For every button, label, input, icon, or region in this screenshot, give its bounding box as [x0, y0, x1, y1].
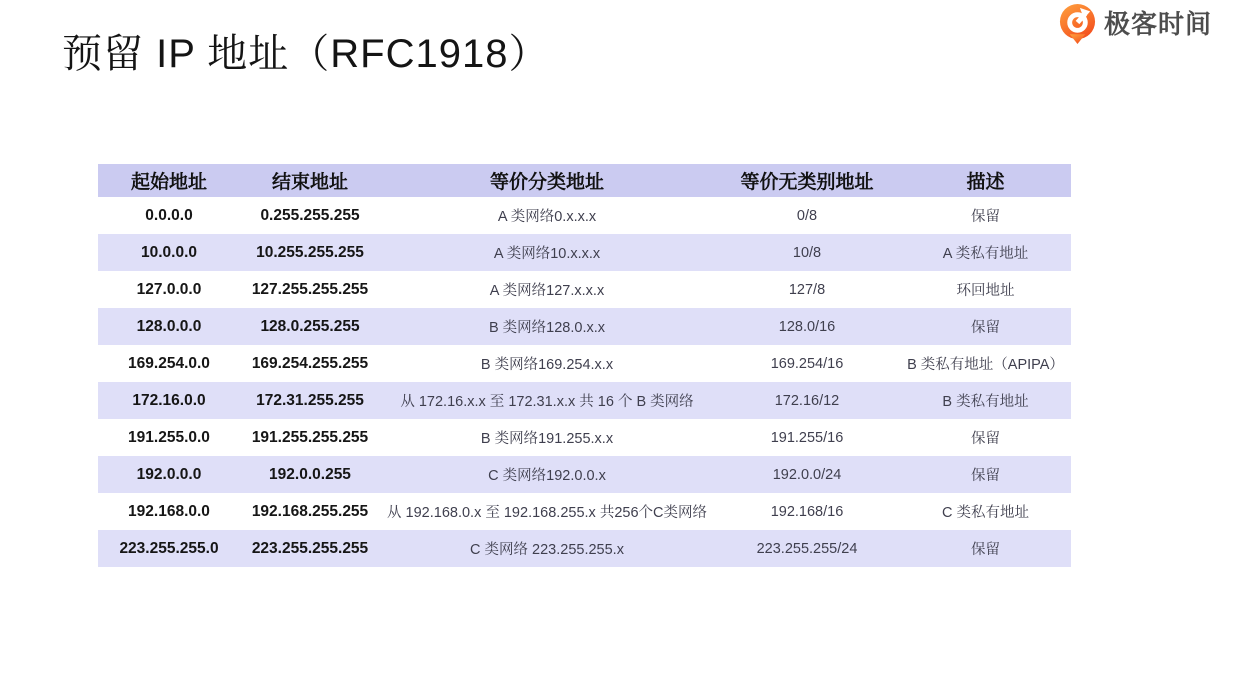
cell-description: 保留 — [971, 468, 1000, 484]
cell-classless: 223.255.255/24 — [756, 540, 858, 557]
header-classless-equivalent: 等价无类别地址 — [740, 172, 874, 193]
cell-end-address: 191.255.255.255 — [251, 428, 369, 446]
cell-description: 保留 — [971, 209, 1000, 225]
cell-end-address: 10.255.255.255 — [256, 243, 364, 261]
cell-classful: A 类网络0.x.x.x — [497, 209, 597, 225]
cell-description: 保留 — [971, 542, 1000, 558]
table-body — [98, 197, 1071, 567]
cell-start-address: 192.0.0.0 — [136, 465, 202, 483]
cell-classless: 10/8 — [792, 244, 822, 261]
table-row — [98, 530, 1071, 567]
reserved-ip-table — [98, 164, 1071, 567]
cell-classful: A 类网络10.x.x.x — [493, 246, 601, 262]
page-title: 预留 IP 地址（RFC1918） — [62, 32, 550, 76]
cell-description: B 类私有地址（APIPA） — [907, 357, 1064, 373]
table-row — [98, 493, 1071, 530]
table-row — [98, 197, 1071, 234]
cell-start-address: 192.168.0.0 — [128, 502, 210, 520]
table-row — [98, 234, 1071, 271]
cell-classless: 128.0/16 — [778, 318, 836, 335]
cell-description: 环回地址 — [956, 283, 1015, 299]
brand-name: 极客时间 — [1103, 9, 1212, 39]
cell-end-address: 128.0.255.255 — [260, 317, 360, 335]
cell-description: A 类私有地址 — [942, 246, 1029, 262]
cell-start-address: 128.0.0.0 — [136, 317, 202, 335]
cell-description: C 类私有地址 — [942, 505, 1029, 521]
table-row — [98, 382, 1071, 419]
table-header-row — [98, 164, 1071, 197]
cell-end-address: 172.31.255.255 — [256, 391, 364, 409]
cell-classful: 从 192.168.0.x 至 192.168.255.x 共256个C类网络 — [387, 505, 707, 521]
cell-classful: B 类网络128.0.x.x — [488, 320, 606, 336]
cell-classful: 从 172.16.x.x 至 172.31.x.x 共 16 个 B 类网络 — [400, 394, 694, 410]
table-row — [98, 271, 1071, 308]
cell-start-address: 191.255.0.0 — [128, 428, 210, 446]
cell-description: B 类私有地址 — [942, 394, 1029, 410]
cell-start-address: 0.0.0.0 — [145, 206, 193, 224]
cell-classful: B 类网络169.254.x.x — [480, 357, 614, 373]
cell-description: 保留 — [971, 320, 1000, 336]
brand-logo — [1058, 3, 1212, 45]
cell-start-address: 169.254.0.0 — [128, 354, 210, 372]
cell-start-address: 10.0.0.0 — [140, 243, 198, 261]
cell-classful: C 类网络192.0.0.x — [488, 468, 606, 484]
cell-end-address: 169.254.255.255 — [251, 354, 369, 372]
cell-classless: 192.168/16 — [770, 503, 844, 520]
cell-start-address: 127.0.0.0 — [136, 280, 202, 298]
cell-classless: 191.255/16 — [770, 429, 844, 446]
cell-end-address: 0.255.255.255 — [260, 206, 360, 224]
cell-end-address: 223.255.255.255 — [251, 539, 369, 557]
cell-classless: 127/8 — [788, 281, 826, 298]
table-row — [98, 456, 1071, 493]
cell-start-address: 223.255.255.0 — [119, 539, 219, 557]
table-row — [98, 345, 1071, 382]
cell-classful: C 类网络 223.255.255.x — [470, 542, 624, 558]
header-description: 描述 — [966, 172, 1005, 193]
header-end-address: 结束地址 — [271, 172, 348, 193]
cell-end-address: 192.0.0.255 — [269, 465, 351, 483]
cell-classless: 0/8 — [796, 207, 818, 224]
header-classful-equivalent: 等价分类地址 — [489, 172, 604, 193]
cell-start-address: 172.16.0.0 — [132, 391, 206, 409]
header-start-address: 起始地址 — [130, 172, 207, 193]
cell-end-address: 127.255.255.255 — [251, 280, 369, 298]
cell-classless: 172.16/12 — [774, 392, 840, 409]
geektime-logo-icon — [1058, 3, 1097, 45]
cell-classful: B 类网络191.255.x.x — [480, 431, 614, 447]
table-row — [98, 419, 1071, 456]
cell-description: 保留 — [971, 431, 1000, 447]
cell-classless: 169.254/16 — [770, 355, 844, 372]
cell-classless: 192.0.0/24 — [772, 466, 842, 483]
cell-end-address: 192.168.255.255 — [251, 502, 369, 520]
cell-classful: A 类网络127.x.x.x — [489, 283, 605, 299]
table-row — [98, 308, 1071, 345]
